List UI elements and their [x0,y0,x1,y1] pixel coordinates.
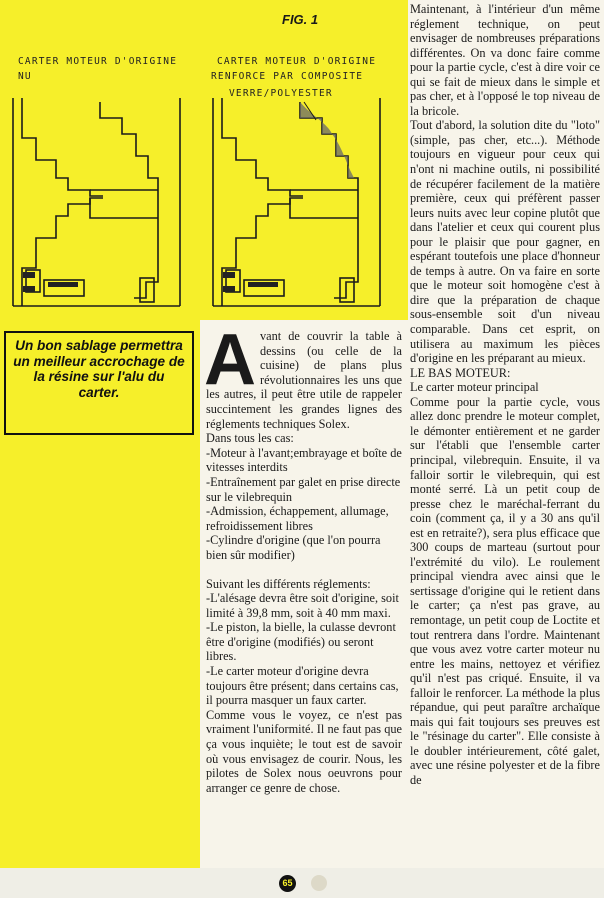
body-paragraph: Tout d'abord, la solution dite du "loto" (simple, pas cher, etc...). Méthode toujours en vigueur pour ceux qui n'ont ni machine outils, ni possibilité de récupérer facilement de la matière première, ceux qui préfèrent passer leurs nuits avec leur copine plutôt que dans l'atelier et ceux qui courent plus pour le plaisir que pour gagner, en espérant toutefois une place d'honneur de temps à autre. On va faire en sorte que le moteur soit homogène c'est à dire que la préparation de chaque sous-ensemble soit d'un niveau comparable. Dans cet esprit, on utilisera au maximum les pièces d'origine en les préparant au mieux. [410,118,600,366]
drop-cap: A [204,320,256,400]
text-column-right [410,2,600,788]
case-item: -Moteur à l'avant;embrayage et boîte de vitesses interdits [206,445,402,475]
fig-label-left-line1: CARTER MOTEUR D'ORIGINE [18,56,178,67]
cases-heading: Dans tous les cas: [206,431,294,446]
subsection-heading: Le carter moteur principal [410,380,539,395]
rule-item: -Le carter moteur d'origine devra toujours être présent; dans certains cas, il pourra masquer un faux carter. [206,664,399,708]
case-item: -Entraînement par galet en prise directe sur le vilebrequin [206,474,401,504]
body-paragraph: Maintenant, à l'intérieur d'un même réglement technique, on peut envisager de nombreuses préparations différentes. On va donc faire comme pour la partie cycle, c'est à dire voir ce qui se fait de mieux dans le simple et pas cher, et à l'opposé le top niveau de la bricole. [410,2,600,118]
rules-heading: Suivant les différents réglements: [206,576,371,591]
bleedthrough-mark [311,875,327,891]
closing-paragraph: Comme vous le voyez, ce n'est pas vraiment l'uniformité. Il ne faut pas que ça vous inquiète; le tout est de savoir où vous envisagez de courir. Nous, les pilotes de Solex nous oeuvrons pour arranger ce genre de chose. [206,707,402,795]
page-footer [0,868,604,898]
page-number: 65 [279,875,296,892]
photo-caption-box [4,331,194,435]
text-column-middle [204,320,402,795]
case-item: -Admission, échappement, allumage, refroidissement libres [206,504,389,533]
fig-label-right-line1: CARTER MOTEUR D'ORIGINE [217,56,377,67]
fig-label-right-line2: RENFORCE PAR COMPOSITE [211,71,364,82]
bleedthrough-text [6,740,196,753]
crankcase-reinforced-drawing [208,98,408,313]
fig-label-right-line3: VERRE/POLYESTER [229,88,333,99]
photo-caption: Un bon sablage permettra un meilleur accrochage de la résine sur l'alu du carter. [13,338,185,400]
figure-title: FIG. 1 [282,12,319,27]
intro-paragraph: vant de couvrir la table à dessins (ou celle de la cuisine) de plans plus révolutionnaires les uns que les autres, il peut être utile de rappeler succintement les grandes lignes des réglements techniques Solex. [206,329,402,431]
section-heading: LE BAS MOTEUR: [410,365,511,380]
rule-item: -L'alésage devra être soit d'origine, soit limité à 39,8 mm, soit à 40 mm maxi. [206,591,399,620]
fig-label-left-line2: NU [18,71,32,82]
case-item: -Cylindre d'origine (que l'on pourra bien sûr modifier) [206,533,381,562]
body-paragraph: Comme pour la partie cycle, vous allez donc prendre le moteur complet, le démonter entièrement et ne garder sur l'établi que l'ensemble carter principal, vilebrequin. Ensuite, il va falloir sortir le vilebrequin, qui est monté serré. Là un petit coup de presse chez le maréchal-ferrant du coin (comment ça, il y a 30 ans qu'il est en retraite?), sera plus efficace que 300 coups de marteau (surtout pour l'extrémité du vilo). Le roulement principal viendra avec ainsi que le sertissage d'origine qui le retient dans le carter; ça n'est pas grave, au remontage, un petit coup de Loctite et tout rentrera dans l'ordre. Maintenant que vous avez votre carter moteur nu entre les mains, nettoyez et vérifiez qu'il n'est pas criqué. Ensuite, il va falloir le renforcer. La méthode la plus répandue, qui peut paraître archaïque mais qui fait toujours ses preuves est le "résinage du carter". Elle consiste à le doubler intérieurement, côté galet, avec une résine polyester et de la fibre de [410,394,600,787]
crankcase-bare-drawing [8,98,208,313]
rule-item: -Le piston, la bielle, la culasse devront être d'origine (modifiés) ou seront libres. [206,620,396,664]
